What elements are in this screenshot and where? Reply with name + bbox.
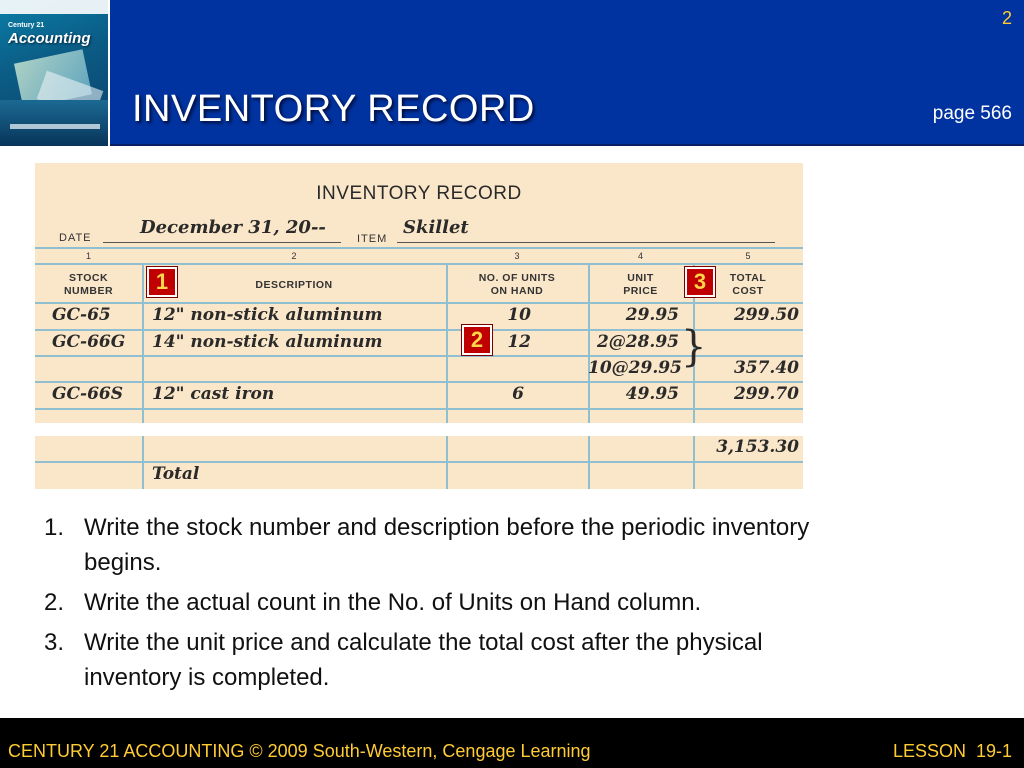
instruction-step bbox=[44, 625, 844, 695]
page-reference: page 566 bbox=[932, 103, 1012, 124]
column-number: 2 bbox=[291, 251, 297, 261]
item-underline bbox=[397, 242, 775, 243]
slide-number: 2 bbox=[1001, 8, 1012, 28]
cell-total-cost: 357.40 bbox=[733, 358, 799, 378]
slide-title: INVENTORY RECORD bbox=[132, 88, 535, 130]
cell-units: 10 bbox=[507, 305, 531, 325]
header-line: UNIT bbox=[627, 272, 654, 284]
step-number: 1. bbox=[44, 514, 65, 541]
header-line: TOTAL bbox=[729, 272, 767, 284]
date-label: DATE bbox=[59, 232, 92, 244]
column-number: 3 bbox=[514, 251, 520, 261]
table-rule bbox=[35, 263, 803, 265]
header-line: NO. OF UNITS bbox=[478, 272, 556, 284]
step-text: Write the unit price and calculate the total cost after the physical inventory is completed. bbox=[84, 629, 763, 691]
cell-units: 6 bbox=[512, 384, 524, 404]
cover-top-band bbox=[0, 0, 110, 14]
instruction-step bbox=[44, 585, 844, 620]
cell-description: 14" non-stick aluminum bbox=[152, 332, 383, 352]
instruction-step bbox=[44, 510, 844, 580]
footer-copyright: CENTURY 21 ACCOUNTING © 2009 South-Western, Cengage Learning bbox=[8, 741, 591, 761]
cell-description: 12" non-stick aluminum bbox=[152, 305, 383, 325]
cell-units: 12 bbox=[507, 332, 531, 352]
cell-stock-number: GC-65 bbox=[52, 305, 111, 325]
footer-lesson: LESSON 19-1 bbox=[892, 741, 1012, 761]
cover-bar bbox=[10, 124, 100, 129]
item-value: Skillet bbox=[403, 217, 469, 238]
form-section-gap bbox=[35, 423, 803, 436]
cover-brand: Accounting bbox=[8, 30, 91, 47]
column-header-description bbox=[142, 279, 446, 292]
header-line: STOCK bbox=[68, 272, 109, 284]
step-marker-2: 2 bbox=[462, 325, 492, 355]
cell-description: 12" cast iron bbox=[152, 384, 275, 404]
total-label: Total bbox=[152, 464, 200, 484]
cell-unit-price: 10@29.95 bbox=[588, 358, 682, 378]
cell-grand-total: 3,153.30 bbox=[716, 437, 799, 457]
book-cover-image bbox=[0, 0, 110, 146]
form-title: INVENTORY RECORD bbox=[316, 183, 522, 204]
column-number: 5 bbox=[745, 251, 751, 261]
column-header-unit-price bbox=[588, 272, 693, 298]
step-text: Write the actual count in the No. of Units on Hand column. bbox=[84, 589, 702, 616]
header-line: PRICE bbox=[623, 285, 658, 297]
column-header-units-on-hand bbox=[446, 272, 588, 298]
step-number: 2. bbox=[44, 589, 65, 616]
cell-total-cost: 299.50 bbox=[733, 305, 799, 325]
cell-stock-number: GC-66G bbox=[52, 332, 126, 352]
instruction-steps bbox=[44, 510, 844, 700]
inventory-record-form bbox=[35, 163, 803, 489]
table-rule bbox=[35, 381, 803, 383]
grouping-brace: } bbox=[681, 322, 707, 372]
header-line: DESCRIPTION bbox=[255, 279, 333, 291]
item-label: ITEM bbox=[357, 233, 388, 245]
table-rule bbox=[35, 247, 803, 249]
step-number: 3. bbox=[44, 629, 65, 656]
slide-footer bbox=[0, 718, 1024, 768]
header-line: ON HAND bbox=[490, 285, 544, 297]
cell-stock-number: GC-66S bbox=[52, 384, 124, 404]
column-number: 4 bbox=[637, 251, 643, 261]
slide-header bbox=[0, 0, 1024, 146]
step-marker-1: 1 bbox=[147, 267, 177, 297]
date-value: December 31, 20-- bbox=[140, 217, 326, 238]
table-rule bbox=[35, 461, 803, 463]
cell-unit-price: 29.95 bbox=[625, 305, 679, 325]
header-line: NUMBER bbox=[63, 285, 114, 297]
column-header-stock-number bbox=[35, 272, 142, 298]
cell-unit-price: 2@28.95 bbox=[596, 332, 679, 352]
table-column-rule bbox=[142, 263, 144, 489]
header-line: COST bbox=[732, 285, 764, 297]
cell-total-cost: 299.70 bbox=[733, 384, 799, 404]
column-number: 1 bbox=[85, 251, 91, 261]
cell-unit-price: 49.95 bbox=[625, 384, 679, 404]
step-text: Write the stock number and description before the periodic inventory begins. bbox=[84, 514, 810, 576]
step-marker-3: 3 bbox=[685, 267, 715, 297]
date-underline bbox=[103, 242, 341, 243]
cover-decoration bbox=[0, 100, 110, 146]
cover-series-label: Century 21 bbox=[8, 22, 45, 29]
table-rule bbox=[35, 408, 803, 410]
table-rule bbox=[35, 302, 803, 304]
